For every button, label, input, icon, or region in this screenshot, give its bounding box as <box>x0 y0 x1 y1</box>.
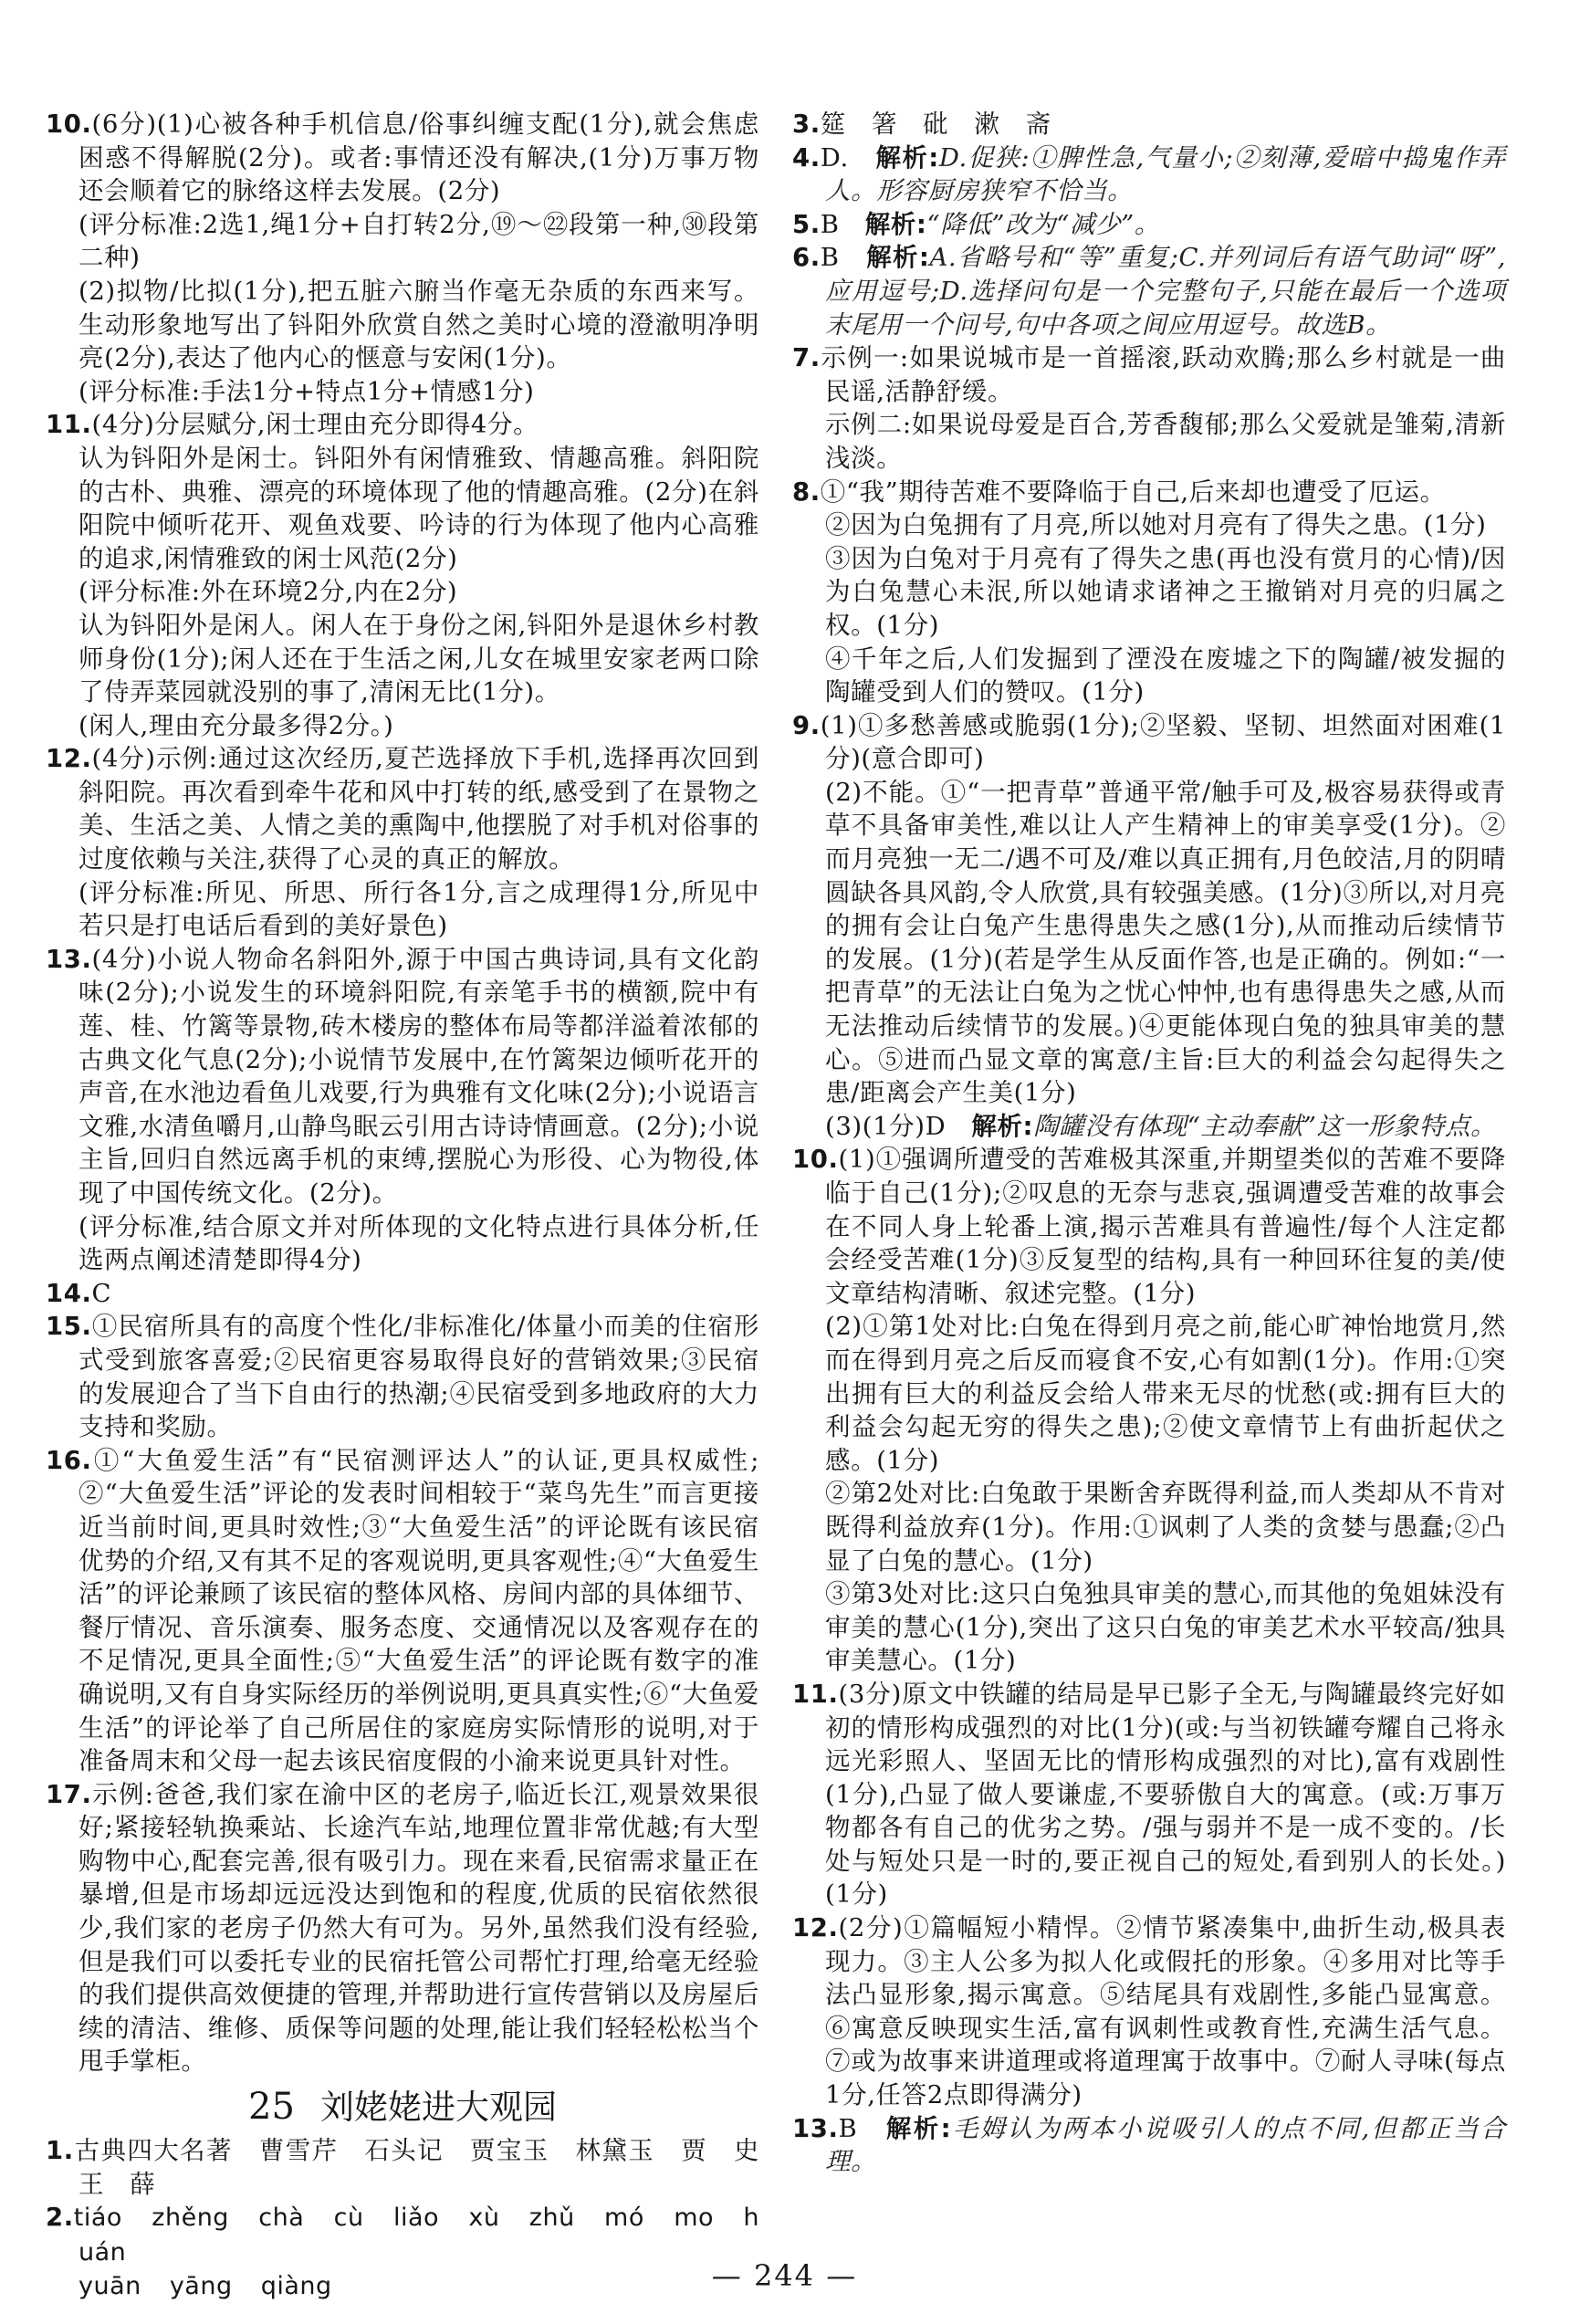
section-number: 25 <box>248 2086 295 2129</box>
answer-text: ③因为白兔对于月亮有了得失之患(再也没有赏月的心情)/因为白兔慧心未泯,所以她请求诸神之王撤销对月亮的归属之权。(1分) <box>825 543 1506 640</box>
scoring-note: (评分标准:所见、所思、所行各1分,言之成理得1分,所见中若只是打电话后看到的美好景色) <box>78 877 759 941</box>
answer-text: (3分)原文中铁罐的结局是早已影子全无,与陶罐最终完好如初的情形构成强烈的对比(1分)(或:与当初铁罐夸耀自己将永远光彩照人、坚固无比的情形构成强烈的对比),富有戏剧性(1分),凸显了做人要谦虚,不要骄傲自大的寓意。(或:万事万物都各有自己的优劣之势。/强与弱并不是一成不变的。/长处与短处只是一时的,要正视自己的短处,看到别人的长处。)(1分) <box>825 1679 1506 1910</box>
question-number: 1. <box>46 2136 74 2166</box>
answer-text: 示例二:如果说母爱是百合,芳香馥郁;那么父爱就是雏菊,清新浅淡。 <box>825 410 1506 473</box>
question-number: 11. <box>46 410 92 440</box>
question-number: 15. <box>46 1312 92 1342</box>
answer-text: (4分)分层赋分,闲士理由充分即得4分。 <box>91 410 539 440</box>
answer-text: 认为钭阳外是闲士。钭阳外有闲情雅致、情趣高雅。斜阳院的古朴、典雅、漂亮的环境体现了他的情趣高雅。(2分)在斜阳院中倾听花开、观鱼戏要、吟诗的行为体现了他内心高雅的追求,闲情雅致的闲士风范(2分) <box>78 443 759 573</box>
answer-10 <box>46 108 759 408</box>
question-number: 12. <box>792 1913 839 1943</box>
answer-text: 筵 箸 砒 漱 斋 <box>820 110 1051 139</box>
pinyin-line: yuān yāng qiàng <box>78 2272 332 2301</box>
answer-text: 认为钭阳外是闲人。闲人在于身份之闲,钭阳外是退休乡村教师身份(1分);闲人还在于生活之闲,儿女在城里安家老两口除了侍弄菜园就没别的事了,清闲无比(1分)。 <box>78 610 759 707</box>
answer-text: (2分)①篇幅短小精悍。②情节紧凑集中,曲折生动,极具表现力。③主人公多为拟人化或假托的形象。④多用对比等手法凸显形象,揭示寓意。⑤结尾具有戏剧性,多能凸显寓意。⑥寓意反映现实生活,富有讽刺性或教育性,充满生活气息。⑦或为故事来讲道理或将道理寓于故事中。⑦耐人寻味(每点1分,任答2点即得满分) <box>825 1913 1507 2110</box>
answer-text: (6分)(1)心被各种手机信息/俗事纠缠支配(1分),就会焦虑困惑不得解脱(2分)。或者:事情还没有解决,(1分)万事万物还会顺着它的脉络这样去发展。(2分) <box>78 110 759 206</box>
scoring-note: (闲人,理由充分最多得2分。) <box>78 710 394 740</box>
answer-text: ①民宿所具有的高度个性化/非标准化/体量小而美的住宿形式受到旅客喜爱;②民宿更容易取得良好的营销效果;③民宿的发展迎合了当下自由行的热潮;④民宿受到多地政府的大力支持和奖励。 <box>78 1312 759 1442</box>
answer-choice: B <box>838 2113 858 2143</box>
question-number: 5. <box>792 209 821 239</box>
answer-text: 古典四大名著 曹雪芹 石头记 贾宝玉 林黛玉 贾 史 王 薛 <box>73 2136 786 2199</box>
question-number: 6. <box>792 243 821 273</box>
scoring-note: (评分标准:2选1,绳1分+自打转2分,⑲～㉒段第一种,㉚段第二种) <box>78 209 759 273</box>
answer-text: ④千年之后,人们发掘到了湮没在废墟之下的陶罐/被发掘的陶罐受到人们的赞叹。(1分) <box>825 644 1506 707</box>
answer-text: C <box>91 1278 112 1308</box>
question-number: 9. <box>792 710 821 740</box>
answer-text: 示例一:如果说城市是一首摇滚,跃动欢腾;那么乡村就是一曲民谣,活静舒缓。 <box>820 343 1506 406</box>
answer-choice: B <box>820 209 840 239</box>
answer-text: 示例:爸爸,我们家在渝中区的老房子,临近长江,观景效果很好;紧接轻轨换乘站、长途汽车站,地理位置非常优越;有大型购物中心,配套完善,很有吸引力。现在来看,民宿需求量正在暴增,但是市场却远远没达到饱和的程度,优质的民宿依然很少,我们家的老房子仍然大有可为。另外,虽然我们没有经验,但是我们可以委托专业的民宿托管公司帮忙打理,给毫无经验的我们提供高效便捷的管理,并帮助进行宣传营销以及房屋后续的清洁、维修、质保等问题的处理,能让我们轻轻松松当个甩手掌柜。 <box>78 1779 759 2077</box>
explanation-text: 陶罐没有体现“主动奉献”这一形象特点。 <box>1033 1111 1497 1141</box>
lesson-answer-7 <box>792 341 1506 475</box>
answer-text: (2)拟物/比拟(1分),把五脏六腑当作毫无杂质的东西来写。生动形象地写出了钭阳外欣赏自然之美时心境的澄澈明净明亮(2分),表达了他内心的惬意与安闲(1分)。 <box>78 276 759 373</box>
explanation-text: “降低”改为“减少”。 <box>926 209 1160 239</box>
question-number: 3. <box>792 110 821 139</box>
lesson-answer-5 <box>792 208 1506 242</box>
question-number: 13. <box>46 944 92 974</box>
lesson-answer-12 <box>792 1911 1506 2112</box>
question-number: 8. <box>792 476 821 507</box>
lesson-answer-8 <box>792 476 1506 709</box>
answer-choice: B <box>820 243 840 273</box>
answer-text: ①“大鱼爱生活”有“民宿测评达人”的认证,更具权威性;②“大鱼爱生活”评论的发表时间相较于“菜鸟先生”而言更接近当前时间,更具时效性;③“大鱼爱生活”的评论既有该民宿优势的介绍,又有其不足的客观说明,更具客观性;④“大鱼爱生活”的评论兼顾了该民宿的整体风格、房间内部的具体细节、餐厅情况、音乐演奏、服务态度、交通情况以及客观存在的不足情况,更具全面性;⑤“大鱼爱生活”的评论既有数字的准确说明,又有自身实际经历的举例说明,更具真实性;⑥“大鱼爱生活”的评论举了自己所居住的家庭房实际情形的说明,对于准备周末和父母一起去该民宿度假的小渝来说更具针对性。 <box>78 1445 759 1776</box>
explanation-label: 解析: <box>885 2113 952 2143</box>
question-number: 2. <box>46 2203 74 2233</box>
answer-16 <box>46 1444 759 1778</box>
answer-text: (3)(1分)D <box>825 1111 972 1141</box>
section-title: 刘姥姥进大观园 <box>319 2088 557 2128</box>
pinyin-line: tiáo zhěng chà cù liǎo xù zhǔ mó mo huán <box>73 2204 759 2266</box>
lesson-answer-6 <box>792 241 1506 341</box>
answer-14 <box>46 1277 759 1311</box>
lesson-answer-4 <box>792 141 1506 208</box>
question-number: 7. <box>792 343 821 373</box>
page-number: — 244 — <box>711 2258 858 2293</box>
lesson-answer-3 <box>792 108 1506 141</box>
answer-text: ②因为白兔拥有了月亮,所以她对月亮有了得失之患。(1分) <box>825 510 1487 540</box>
scoring-note: (评分标准:手法1分+特点1分+情感1分) <box>78 376 535 406</box>
lesson-answer-11 <box>792 1678 1506 1911</box>
question-number: 11. <box>792 1679 839 1709</box>
answer-13 <box>46 943 759 1277</box>
answer-text: (4分)示例:通过这次经历,夏芒选择放下手机,选择再次回到斜阳院。再次看到牵牛花和风中打转的纸,感受到了在景物之美、生活之美、人情之美的熏陶中,他摆脱了对手机对俗事的过度依赖与关注,获得了心灵的真正的解放。 <box>78 744 759 874</box>
answer-text: ③第3处对比:这只白兔独具审美的慧心,而其他的兔姐妹没有审美的慧心(1分),突出了这只白兔的审美艺术水平较高/独具审美慧心。(1分) <box>825 1579 1506 1676</box>
answer-11 <box>46 408 759 742</box>
question-number: 4. <box>792 142 821 173</box>
answer-12 <box>46 742 759 943</box>
answer-choice: D. <box>820 142 849 173</box>
explanation-label: 解析: <box>971 1111 1034 1141</box>
question-number: 10. <box>792 1145 839 1175</box>
answer-text: ①“我”期待苦难不要降临于自己,后来却也遭受了厄运。 <box>820 476 1446 507</box>
lesson-answer-9 <box>792 709 1506 1144</box>
explanation-text: 毛姆认为两本小说吸引人的点不同,但都正当合理。 <box>825 2113 1506 2177</box>
question-number: 17. <box>46 1779 92 1809</box>
scoring-note: (评分标准,结合原文并对所体现的文化特点进行具体分析,任选两点阐述清楚即得4分) <box>78 1211 759 1275</box>
explanation-label: 解析: <box>864 209 927 239</box>
scoring-note: (评分标准:外在环境2分,内在2分) <box>78 577 458 607</box>
section-heading <box>46 2086 759 2129</box>
explanation-label: 解析: <box>866 243 930 273</box>
lesson-answer-13 <box>792 2112 1506 2179</box>
answer-text: ②第2处对比:白兔敢于果断舍弃既得利益,而人类却从不肯对既得利益放弃(1分)。作用:①讽刺了人类的贪婪与愚蠢;②凸显了白兔的慧心。(1分) <box>825 1479 1506 1576</box>
lesson-answer-1 <box>46 2134 786 2201</box>
answer-text: (2)①第1处对比:白兔在得到月亮之前,能心旷神怡地赏月,然而在得到月亮之后反而寝食不安,心有如割(1分)。作用:①突出拥有巨大的利益反会给人带来无尽的忧愁(或:拥有巨大的利益会勾起无穷的得失之患);②使文章情节上有曲折起伏之感。(1分) <box>825 1312 1506 1475</box>
answer-15 <box>46 1310 759 1443</box>
answer-text: (1)①多愁善感或脆弱(1分);②坚毅、坚韧、坦然面对困难(1分)(意合即可) <box>820 710 1506 774</box>
explanation-label: 解析: <box>875 142 939 173</box>
question-number: 10. <box>46 110 92 139</box>
question-number: 13. <box>792 2113 839 2143</box>
explanation-text: D.促狭:①脾性急,气量小;②刻薄,爱暗中捣鬼作弄人。形容厨房狭窄不恰当。 <box>825 142 1506 206</box>
answer-text: (2)不能。①“一把青草”普通平常/触手可及,极容易获得或青草不具备审美性,难以让人产生精神上的审美享受(1分)。②而月亮独一无二/遇不可及/难以真正拥有,月色皎洁,月的阴晴圆缺各具风韵,令人欣赏,具有较强美感。(1分)③所以,对月亮的拥有会让白兔产生患得患失之感(1分),从而推动后续情节的发展。(1分)(若是学生从反面作答,也是正确的。例如:“一把青草”的无法让白兔为之忧心忡忡,也有患得患失之感,从而无法推动后续情节的发展。)④更能体现白兔的独具审美的慧心。⑤进而凸显文章的寓意/主旨:巨大的利益会勾起得失之患/距离会产生美(1分) <box>825 777 1506 1108</box>
lesson-answer-10 <box>792 1143 1506 1678</box>
right-column <box>792 108 1506 2179</box>
explanation-text: A.省略号和“等”重复;C.并列词后有语气助词“呀”,应用逗号;D.选择问句是一个完整句子,只能在最后一个选项末尾用一个问号,句中各项之间应用逗号。故选B。 <box>825 243 1506 340</box>
answer-text: (4分)小说人物命名斜阳外,源于中国古典诗词,具有文化韵味(2分);小说发生的环境斜阳院,有亲笔手书的横额,院中有莲、桂、竹篱等景物,砖木楼房的整体布局等都洋溢着浓郁的古典文化气息(2分);小说情节发展中,在竹篱架边倾听花开的声音,在水池边看鱼儿戏要,行为典雅有文化味(2分);小说语言文雅,水清鱼嚼月,山静鸟眠云引用古诗诗情画意。(2分);小说主旨,回归自然远离手机的束缚,摆脱心为形役、心为物役,体现了中国传统文化。(2分)。 <box>78 944 760 1208</box>
question-number: 16. <box>46 1445 92 1475</box>
answer-17 <box>46 1778 759 2078</box>
answer-text: (1)①强调所遭受的苦难极其深重,并期望类似的苦难不要降临于自己(1分);②叹息的无奈与悲哀,强调遭受苦难的故事会在不同人身上轮番上演,揭示苦难具有普遍性/每个人注定都会经受苦难(1分)③反复型的结构,具有一种回环往复的美/使文章结构清晰、叙述完整。(1分) <box>825 1145 1506 1308</box>
question-number: 14. <box>46 1278 92 1308</box>
question-number: 12. <box>46 744 92 774</box>
